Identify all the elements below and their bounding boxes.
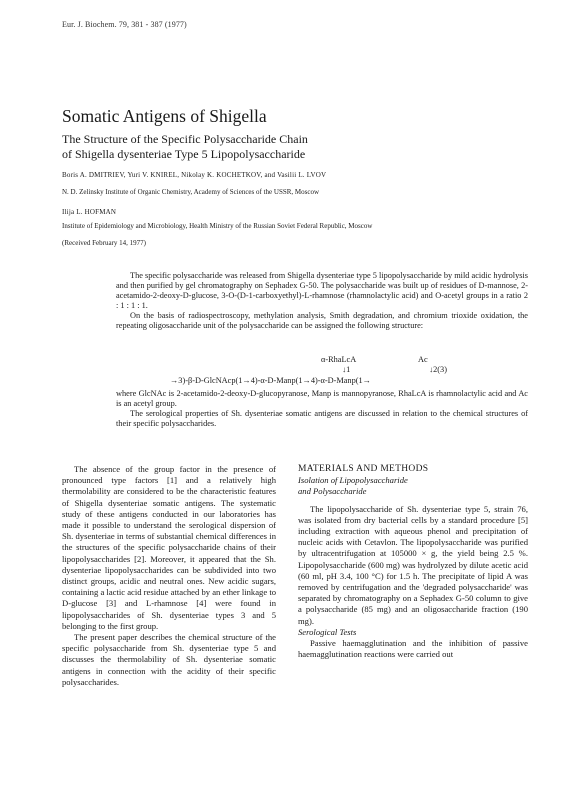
subtitle-line-1: The Structure of the Specific Polysaccharide Chain xyxy=(62,132,308,146)
methods-paragraph-1: The lipopolysaccharide of Sh. dysenteriae type 5, strain 76, was isolated from dry bacterial cells by a standard procedure [5] including extraction with aqueous phenol and precipitation of nucleic acids with Cetavlon. The lipopolysaccharide was purified by ultracentrifugation at 105000 × g, the yield being 2.5 %. Lipopolysaccharide (600 mg) was hydrolyzed by dilute acetic acid (60 ml, pH 3.4, 100 °C) for 1.5 h. The precipitate of lipid A was removed by centrifugation and the 'degraded polysaccharide' was separated by chromatography on a Sephadex G-50 column to give a polysaccharide (85 mg) and an oligosaccharide fraction (190 mg). xyxy=(298,503,528,626)
author-list-2: Ilija L. HOFMAN xyxy=(62,208,117,216)
author-affiliation: N. D. Zelinsky Institute of Organic Chemistry, Academy of Sciences of the USSR, Moscow xyxy=(62,188,320,196)
body-column-right xyxy=(298,464,528,660)
body-column-left xyxy=(62,464,276,688)
article-subtitle xyxy=(62,132,522,162)
formula-branch-rhalca: α-RhaLcA xyxy=(321,355,357,364)
subsection-heading-serological: Serological Tests xyxy=(298,626,357,637)
formula-branch-acetyl: Ac xyxy=(418,355,428,364)
subtitle-line-2: of Shigella dysenteriae Type 5 Lipopolysaccharide xyxy=(62,147,306,161)
subsection-heading-isolation-1: Isolation of Lipopolysaccharide xyxy=(298,475,408,486)
subsection-heading-isolation-2: and Polysaccharide xyxy=(298,486,367,497)
abstract xyxy=(116,271,528,331)
formula-arrow-1: ↓1 xyxy=(342,365,351,374)
journal-citation: Eur. J. Biochem. 79, 381 - 387 (1977) xyxy=(62,20,187,29)
author-list: Boris A. DMITRIEV, Yuri V. KNIREL, Nikolay K. KOCHETKOV, and Vasilii L. LVOV xyxy=(62,171,327,179)
article-title: Somatic Antigens of Shigella xyxy=(62,106,267,126)
author-affiliation-2: Institute of Epidemiology and Microbiology, Health Ministry of the Russian Soviet Federal Republic, Moscow xyxy=(62,222,373,230)
intro-paragraph-2: The present paper describes the chemical structure of the specific polysaccharide from Sh. dysenteriae type 5 and discusses the thermolability of Sh. dysenteriae somatic antigens in connection with the acidity of their specific polysaccharides. xyxy=(62,632,276,687)
received-date: (Received February 14, 1977) xyxy=(62,239,146,247)
intro-paragraph-1: The absence of the group factor in the presence of pronounced type factors [1] and a relatively high thermolability are considered to be the characteristic features of Shigella dysenteriae somatic antigens. The systematic study of these antigens conducted in our laboratories has made it possible to understand the serological dispersion of Sh. dysenteriae in terms of substantial chemical differences in the structures of the specific polysaccharide chains of their lipopolysaccharides [2]. Moreover, it appeared that the Sh. dysenteriae lipopolysaccharides can be subdivided into two distinct groups, acidic and neutral ones. New acidic sugars, containing a lactic acid residue attached by an ether linkage to D-glucose [3] and L-rhamnose [4] were found in lipopolysaccharides of Sh. dysenteriae types 3 and 5 belonging to the first group. xyxy=(62,464,276,631)
section-heading-methods: MATERIALS AND METHODS xyxy=(298,464,429,474)
abstract-paragraph-3: where GlcNAc is 2-acetamido-2-deoxy-D-glucopyranose, Manp is mannopyranose, RhaLcA is rhamnolactylic acid and Ac is an acetyl group. xyxy=(116,389,528,408)
abstract-paragraph-1: The specific polysaccharide was released from Shigella dysenteriae type 5 lipopolysaccharide by mild acidic hydrolysis and then purified by gel chromatography on Sephadex G-50. The polysaccharide was built up of residues of D-mannose, 2-acetamido-2-deoxy-D-glucose, 3-O-(D-1-carboxyethyl)-L-rhamnose (rhamnolactylic acid) and O-acetyl groups in a ratio 2 : 1 : 1 : 1. xyxy=(116,271,528,310)
formula-main-chain: →3)-β-D-GlcNAcp(1→4)-α-D-Manp(1→4)-α-D-Manp(1→ xyxy=(170,376,371,385)
abstract-paragraph-4: The serological properties of Sh. dysenteriae somatic antigens are discussed in relation to the chemical structures of their specific polysaccharides. xyxy=(116,409,528,428)
formula-arrow-2: ↓2(3) xyxy=(429,365,447,374)
abstract-continued xyxy=(116,389,528,429)
methods-paragraph-2: Passive haemagglutination and the inhibition of passive haemagglutination reactions were carried out xyxy=(298,638,528,660)
structure-formula xyxy=(116,355,528,389)
abstract-paragraph-2: On the basis of radiospectroscopy, methylation analysis, Smith degradation, and chromium trioxide oxidation, the repeating oligosaccharide unit of the polysaccharide can be assigned the following structure: xyxy=(116,311,528,330)
